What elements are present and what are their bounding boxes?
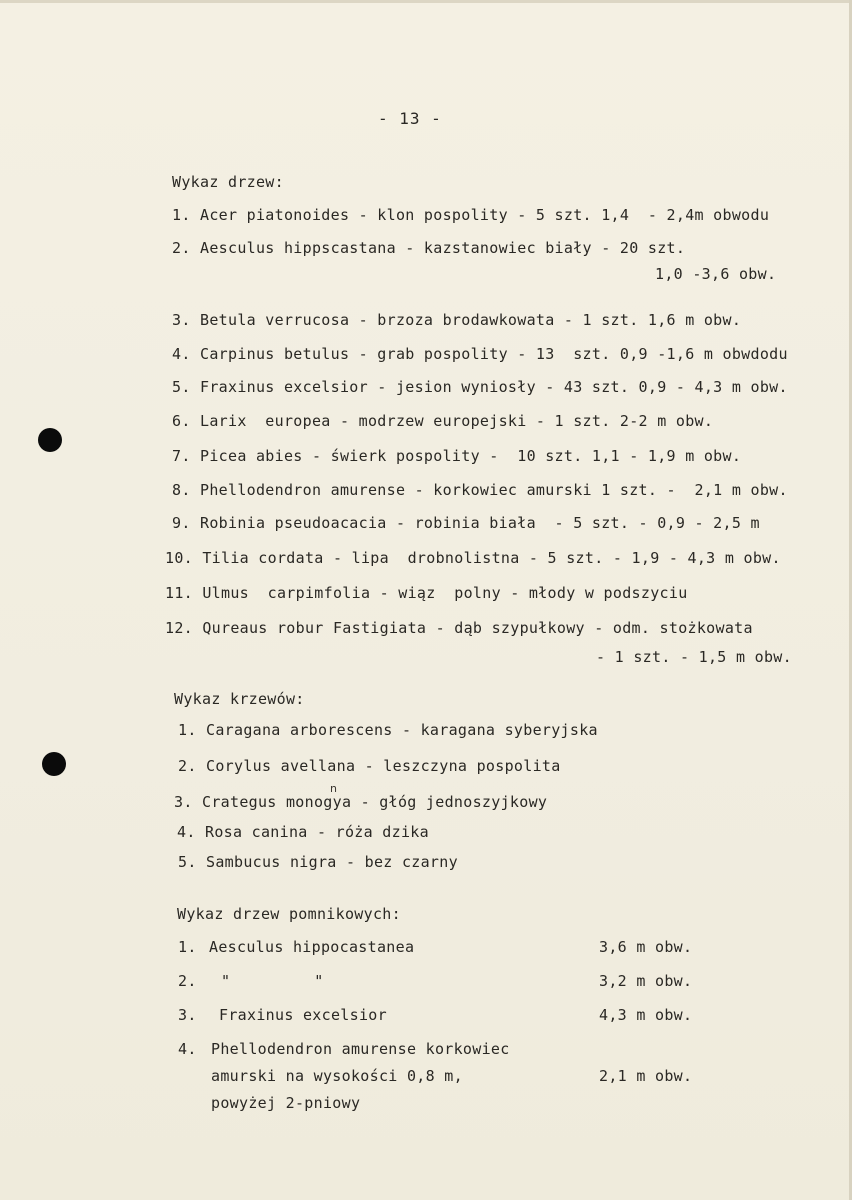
monument-name: " " [221, 972, 324, 990]
tree-item-continuation: 1,0 -3,6 obw. [655, 265, 777, 283]
shrub-item: 1. Caragana arborescens - karagana syberyjska [178, 721, 598, 739]
monument-name-continuation: amurski na wysokości 0,8 m, [211, 1067, 463, 1085]
punch-hole-top [38, 428, 62, 452]
monument-num: 2. [178, 972, 197, 990]
tree-item: 9. Robinia pseudoacacia - robinia biała - 5 szt. - 0,9 - 2,5 m [172, 514, 760, 532]
tree-item: 1. Acer piatonoides - klon pospolity - 5 szt. 1,4 - 2,4m obwodu [172, 206, 770, 224]
monument-value: 2,1 m obw. [599, 1067, 693, 1085]
tree-item: 3. Betula verrucosa - brzoza brodawkowata - 1 szt. 1,6 m obw. [172, 311, 742, 329]
page-edge-top [0, 0, 852, 3]
monument-name-continuation: powyżej 2-pniowy [211, 1094, 361, 1112]
handwritten-correction: n [330, 782, 337, 795]
punch-hole-bottom [42, 752, 66, 776]
trees-heading: Wykaz drzew: [172, 173, 284, 191]
monument-num: 3. [178, 1006, 197, 1024]
tree-item: 11. Ulmus carpimfolia - wiąz polny - młody w podszyciu [165, 584, 688, 602]
monument-name: Aesculus hippocastanea [209, 938, 415, 956]
shrub-item: 2. Corylus avellana - leszczyna pospolita [178, 757, 561, 775]
monument-name: Phellodendron amurense korkowiec [211, 1040, 510, 1058]
monument-value: 4,3 m obw. [599, 1006, 693, 1024]
monument-num: 1. [178, 938, 197, 956]
tree-item: 5. Fraxinus excelsior - jesion wyniosły - 43 szt. 0,9 - 4,3 m obw. [172, 378, 788, 396]
tree-item: 2. Aesculus hippscastana - kazstanowiec biały - 20 szt. [172, 239, 686, 257]
monument-name: Fraxinus excelsior [219, 1006, 387, 1024]
page-number: - 13 - [378, 109, 442, 128]
tree-item: 6. Larix europea - modrzew europejski - 1 szt. 2-2 m obw. [172, 412, 714, 430]
monument-num: 4. [178, 1040, 197, 1058]
tree-item: 12. Qureaus robur Fastigiata - dąb szypułkowy - odm. stożkowata [165, 619, 753, 637]
monument-value: 3,2 m obw. [599, 972, 693, 990]
shrub-item: 3. Crategus monogya - głóg jednoszyjkowy [174, 793, 548, 811]
tree-item: 10. Tilia cordata - lipa drobnolistna - 5 szt. - 1,9 - 4,3 m obw. [165, 549, 781, 567]
tree-item-continuation: - 1 szt. - 1,5 m obw. [596, 648, 792, 666]
shrub-item: 4. Rosa canina - róża dzika [177, 823, 429, 841]
monuments-heading: Wykaz drzew pomnikowych: [177, 905, 401, 923]
tree-item: 7. Picea abies - świerk pospolity - 10 szt. 1,1 - 1,9 m obw. [172, 447, 742, 465]
tree-item: 4. Carpinus betulus - grab pospolity - 13 szt. 0,9 -1,6 m obwdodu [172, 345, 788, 363]
shrubs-heading: Wykaz krzewów: [174, 690, 305, 708]
tree-item: 8. Phellodendron amurense - korkowiec amurski 1 szt. - 2,1 m obw. [172, 481, 788, 499]
shrub-item: 5. Sambucus nigra - bez czarny [178, 853, 458, 871]
monument-value: 3,6 m obw. [599, 938, 693, 956]
